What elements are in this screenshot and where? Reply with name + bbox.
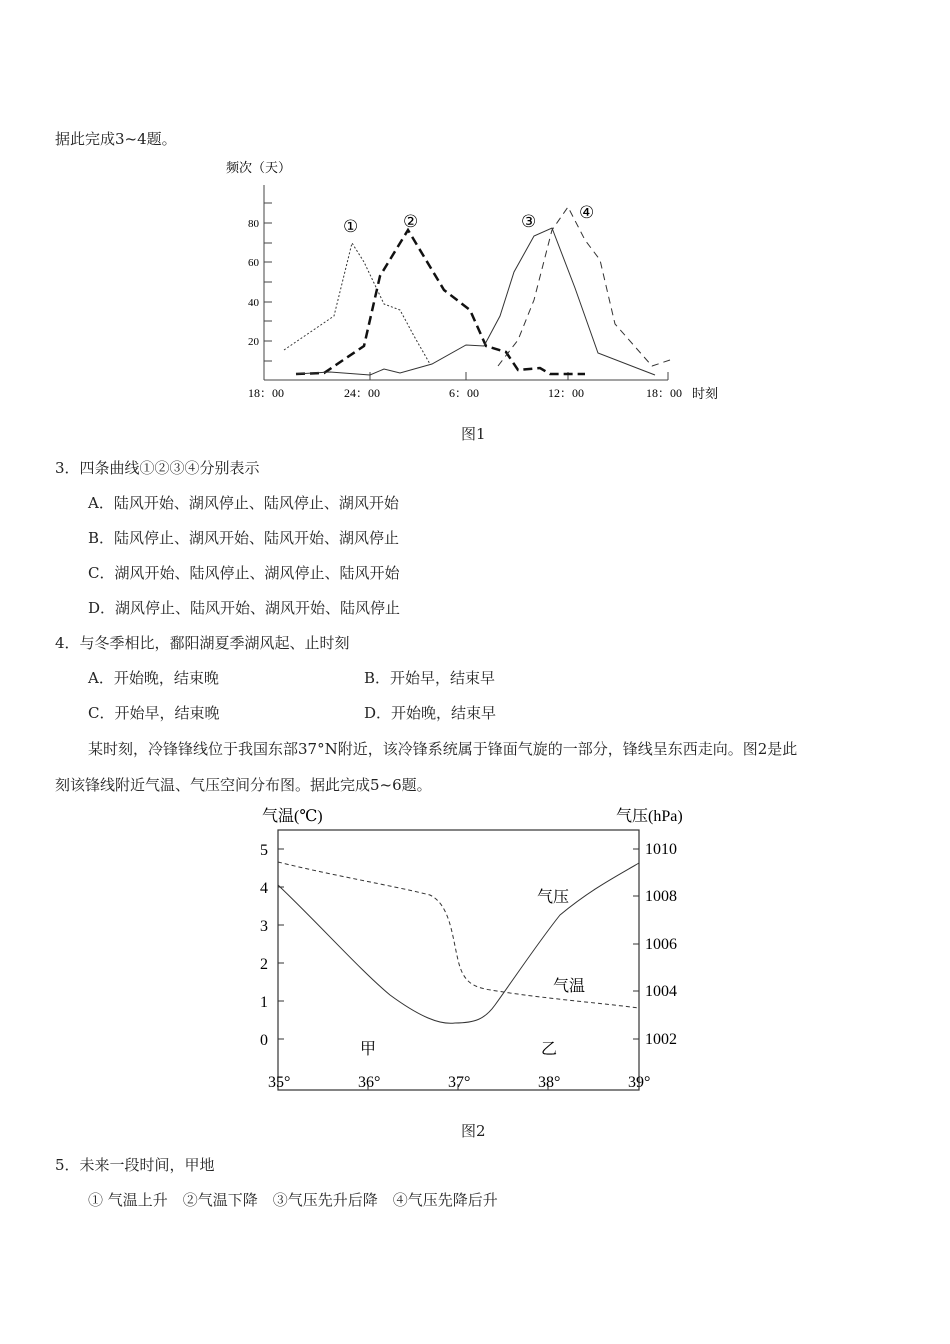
fig2-left-tick: 4 xyxy=(260,880,268,897)
fig2-left-tick: 1 xyxy=(260,994,268,1011)
fig2-xtick: 39° xyxy=(628,1074,651,1091)
fig2-right-tick: 1010 xyxy=(645,841,677,858)
fig2-right-label: 气压(hPa) xyxy=(616,808,683,825)
figure-2 xyxy=(0,795,950,1100)
q4-stem: 4．与冬季相比，鄱阳湖夏季湖风起、止时刻 xyxy=(55,634,350,652)
fig1-curve-label-3: ③ xyxy=(521,212,537,231)
fig2-plot-frame xyxy=(278,830,639,1090)
q3-option-a: A．陆风开始、湖风停止、陆风停止、湖风开始 xyxy=(88,494,399,512)
q4-option-a: A．开始晚，结束晚 xyxy=(88,669,219,687)
fig1-curve-1 xyxy=(284,243,430,364)
q5-stem: 5．未来一段时间，甲地 xyxy=(55,1156,215,1174)
fig1-caption: 图1 xyxy=(461,425,486,443)
fig2-place-b: 乙 xyxy=(541,1041,558,1058)
fig2-xtick: 35° xyxy=(268,1074,291,1091)
q4-option-d: D．开始晚，结束早 xyxy=(364,704,497,722)
fig1-xtick: 12：00 xyxy=(548,386,585,400)
fig1-xtick: 24：00 xyxy=(344,386,381,400)
fig2-pressure-curve xyxy=(278,863,639,1023)
intro-3-4: 据此完成3~4题。 xyxy=(55,130,177,148)
fig1-ytick: 40 xyxy=(248,297,259,309)
fig1-curve-2 xyxy=(296,230,585,374)
fig1-curve-label-4: ④ xyxy=(579,203,595,222)
fig1-ytick: 20 xyxy=(248,336,259,348)
figure-1-chart xyxy=(0,0,950,420)
fig2-caption: 图2 xyxy=(461,1122,486,1140)
fig2-xtick: 36° xyxy=(358,1074,381,1091)
fig2-right-tick: 1006 xyxy=(645,936,677,953)
intro-5-6-line1: 某时刻，冷锋锋线位于我国东部37°N附近，该冷锋系统属于锋面气旋的一部分，锋线呈东西走向。图2是此 xyxy=(88,740,798,758)
fig2-right-tick: 1004 xyxy=(645,983,677,1000)
fig1-ylabel: 频次（天） xyxy=(226,160,292,175)
fig2-left-tick: 5 xyxy=(260,842,268,859)
q5-options: ① 气温上升 ②气温下降 ③气压先升后降 ④气压先降后升 xyxy=(88,1191,498,1209)
q3-stem: 3．四条曲线①②③④分别表示 xyxy=(55,459,260,477)
fig2-left-tick: 0 xyxy=(260,1032,268,1049)
fig1-xtick: 18：00 xyxy=(646,386,683,400)
fig2-pressure-label: 气压 xyxy=(537,889,570,906)
q4-option-b: B．开始早，结束早 xyxy=(364,669,496,687)
fig2-right-tick: 1008 xyxy=(645,888,677,905)
fig1-xtick: 6：00 xyxy=(449,386,480,400)
q3-option-c: C．湖风开始、陆风停止、湖风停止、陆风开始 xyxy=(88,564,400,582)
fig1-curve-label-1: ① xyxy=(343,217,359,236)
fig2-right-tick: 1002 xyxy=(645,1031,677,1048)
intro-5-6-line2: 刻该锋线附近气温、气压空间分布图。据此完成5~6题。 xyxy=(55,776,432,794)
fig2-left-tick: 2 xyxy=(260,956,268,973)
fig1-curve-label-2: ② xyxy=(403,212,419,231)
fig1-ytick: 60 xyxy=(248,257,259,269)
fig2-left-label: 气温(℃) xyxy=(262,808,323,825)
fig2-xtick: 38° xyxy=(538,1074,561,1091)
fig2-left-tick: 3 xyxy=(260,918,268,935)
q3-option-d: D．湖风停止、陆风开始、湖风开始、陆风停止 xyxy=(88,599,401,617)
q3-option-b: B．陆风停止、湖风开始、陆风开始、湖风停止 xyxy=(88,529,400,547)
fig2-temp-label: 气温 xyxy=(553,978,586,995)
q4-option-c: C．开始早，结束晚 xyxy=(88,704,220,722)
fig1-xlabel: 时刻 xyxy=(692,386,719,401)
fig1-ytick: 80 xyxy=(248,218,259,230)
figure-2-chart xyxy=(0,795,950,1100)
fig1-xtick: 18：00 xyxy=(248,386,285,400)
fig2-xtick: 37° xyxy=(448,1074,471,1091)
fig2-place-a: 甲 xyxy=(360,1041,377,1058)
figure-1 xyxy=(0,0,950,420)
